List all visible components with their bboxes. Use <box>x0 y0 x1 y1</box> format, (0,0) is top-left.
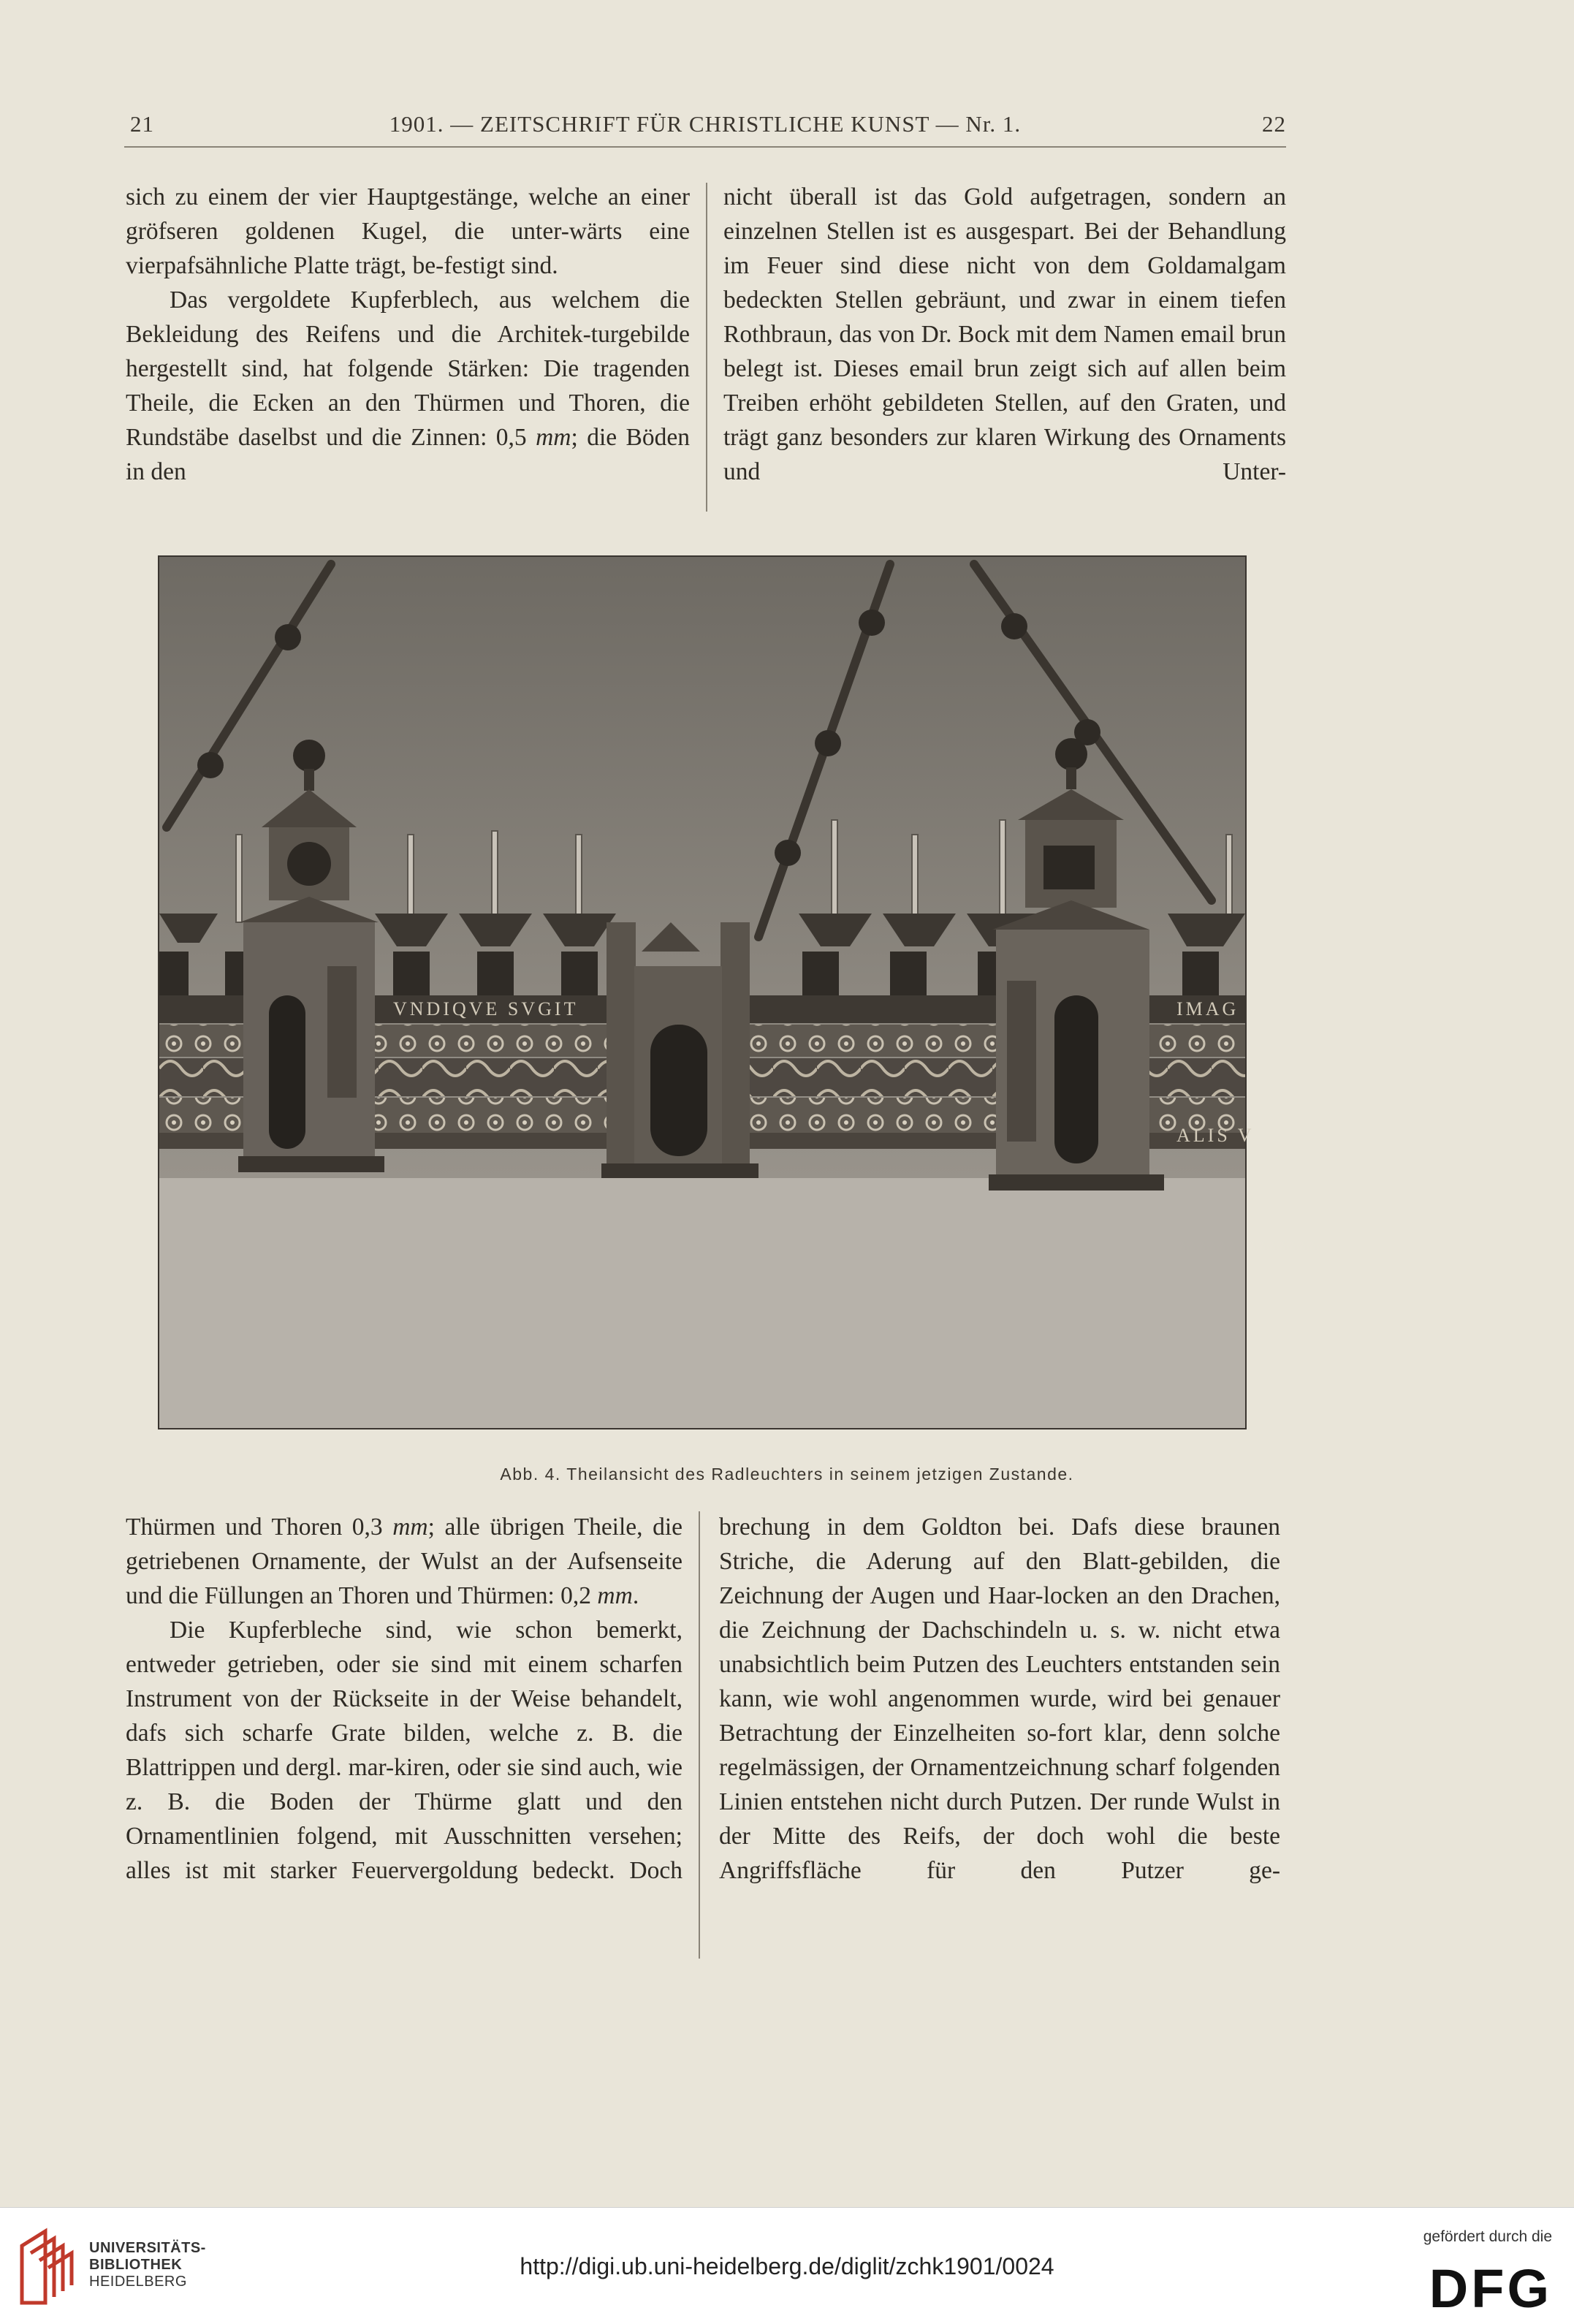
text-column-bottom-right <box>719 1510 1280 1888</box>
inscription-right: IMAG <box>1176 998 1239 1019</box>
inscription-left: VNDIQVE SVGIT <box>393 998 579 1019</box>
text-column-bottom-left <box>126 1510 683 1888</box>
library-name: UNIVERSITÄTS- BIBLIOTHEK HEIDELBERG <box>89 2240 206 2290</box>
figure-caption: Abb. 4. Theilansicht des Radleuchters in seinem jetzigen Zustande. <box>500 1465 1074 1484</box>
chandelier-photo <box>159 557 1255 1428</box>
paragraph: Thürmen und Thoren 0,3 mm; alle übrigen Theile, die getriebenen Ornamente, der Wulst an der Aufsenseite und die Füllungen an Thoren und Thürmen: 0,2 mm. <box>126 1514 683 1609</box>
paragraph: sich zu einem der vier Hauptgestänge, welche an einer gröfseren goldenen Kugel, die unter-wärts eine vierpafsähnliche Platte trägt, be-festigt sind. <box>126 183 690 279</box>
page-number-right: 22 <box>1262 111 1286 137</box>
source-url-link[interactable]: http://digi.ub.uni-heidelberg.de/diglit/zchk1901/0024 <box>520 2253 1054 2279</box>
inscription-right-lower: ALIS V <box>1176 1125 1255 1146</box>
paragraph: Das vergoldete Kupferblech, aus welchem die Bekleidung des Reifens und die Architek-turgebilde hergestellt sind, hat folgende Stärken: Die tragenden Theile, die Ecken an den Thürmen und Thoren, die Rundstäbe daselbst und die Zinnen: 0,5 mm; die Böden in den <box>126 286 691 485</box>
running-header <box>124 111 1286 140</box>
text-column-top-right <box>723 180 1286 489</box>
paragraph: nicht überall ist das Gold aufgetragen, sondern an einzelnen Stellen ist es ausgespart. Bei der Behandlung im Feuer sind diese nicht von dem Goldamalgam bedeckten Stellen gebräunt, und zwar in einem tiefen Rothbraun, das von Dr. Bock mit dem Namen email brun belegt ist. Dieses email brun zeigt sich auf allen beim Treiben erhöht gebildeten Stellen, auf den Graten, und trägt ganz besonders zur klaren Wirkung des Ornaments und Unter- <box>723 183 1286 485</box>
paragraph: Die Kupferbleche sind, wie schon bemerkt, entweder getrieben, oder sie sind mit einem scharfen Instrument von der Rückseite in der Weise behandelt, dafs sich scharfe Grate bilden, welche z. B. die Blattrippen und dergl. mar-kiren, oder sie sind auch, wie z. B. die Boden der Thürme glatt und den Ornamentlinien folgend, mit Ausschnitten versehen; alles ist mit starker Feuervergoldung bedeckt. Doch <box>126 1617 683 1884</box>
header-rule <box>124 146 1286 148</box>
figure-photograph <box>158 555 1255 1429</box>
column-divider <box>699 1511 700 1959</box>
dfg-logo: DFG <box>1429 2258 1552 2319</box>
journal-title: 1901. — ZEITSCHRIFT FÜR CHRISTLICHE KUNST — Nr. 1. <box>389 111 1022 137</box>
paragraph: brechung in dem Goldton bei. Dafs diese braunen Striche, die Aderung auf den Blatt-gebilden, die Zeichnung der Augen und Haar-locken an den Drachen, die Zeichnung der Dachschindeln u. s. w. nicht etwa unabsichtlich beim Putzen des Leuchters entstanden sein kann, wie wohl angenommen wurde, wird bei genauer Betrachtung der Einzelheiten so-fort klar, denn solche regelmässigen, der Ornamentzeichnung scharf folgenden Linien entstehen nicht durch Putzen. Der runde Wulst in der Mitte des Reifs, der doch wohl die beste Angriffsfläche für den Putzer ge- <box>719 1514 1280 1884</box>
text-column-top-left <box>126 180 690 489</box>
digitization-footer <box>0 2207 1574 2324</box>
page-number-left: 21 <box>130 111 154 137</box>
column-divider <box>706 183 707 512</box>
funding-note: gefördert durch die <box>1423 2228 1552 2245</box>
